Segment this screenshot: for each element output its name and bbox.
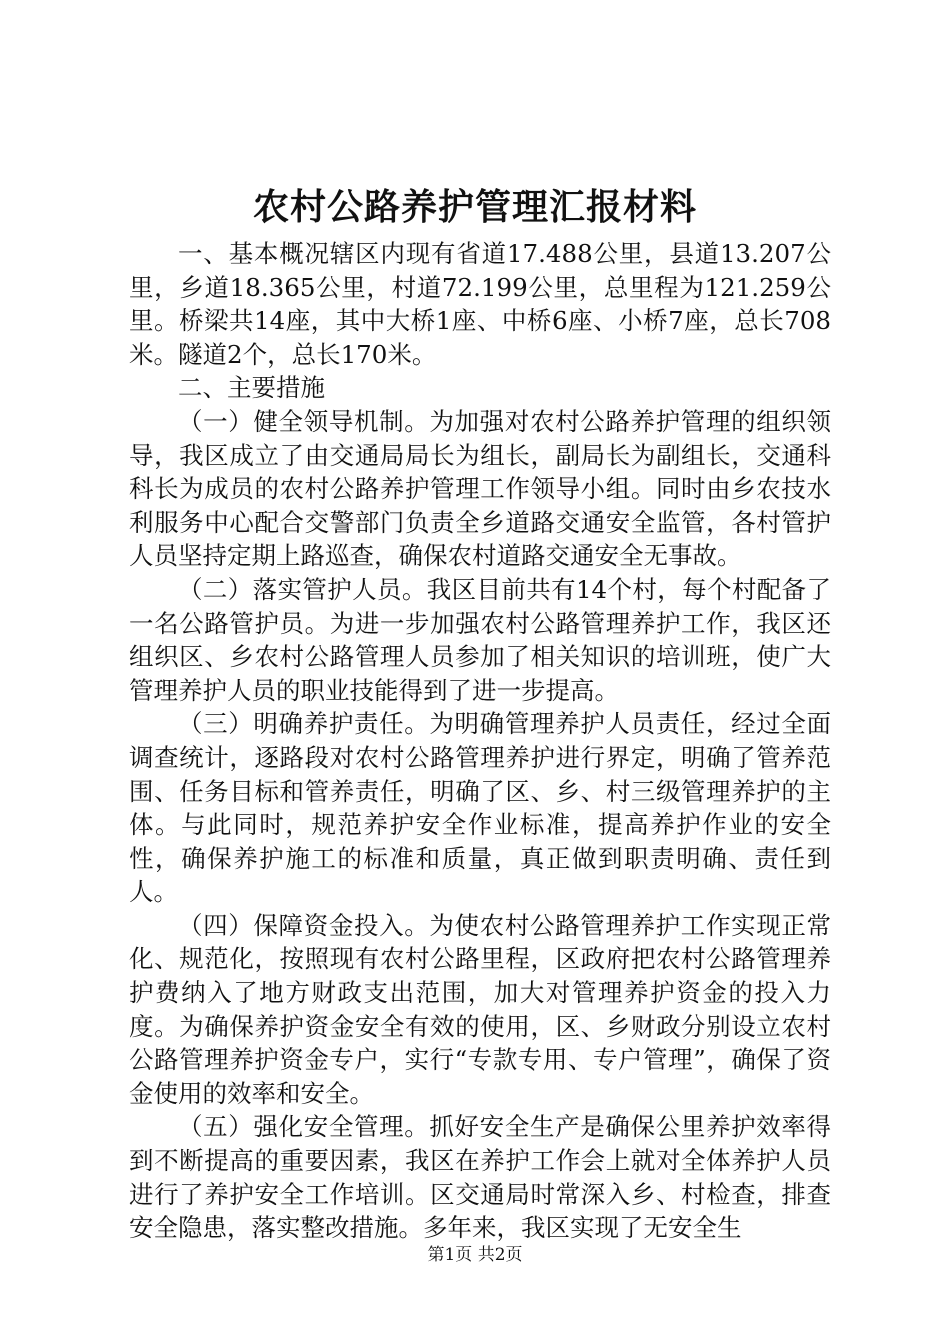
page-number-footer: 第1页 共2页 bbox=[427, 1245, 523, 1265]
paragraph-main-measures-heading: 二、主要措施 bbox=[178, 373, 325, 403]
paragraph-responsibility: （三）明确养护责任。为明确管理养护人员责任，经过全面调查统计，逐路段对农村公路管理养护进行界定，明确了管养范围、任务目标和管养责任，明确了区、乡、村三级管理养护的主体。与此同时，规范养护安全作业标准，提高养护作业的安全性，确保养护施工的标准和质量，真正做到职责明确、责任到人。 bbox=[129, 709, 831, 907]
paragraph-funding: （四）保障资金投入。为使农村公路管理养护工作实现正常化、规范化，按照现有农村公路里程，区政府把农村公路管理养护费纳入了地方财政支出范围，加大对管理养护资金的投入力度。为确保养护资金安全有效的使用，区、乡财政分别设立农村公路管理养护资金专户，实行“专款专用、专户管理”，确保了资金使用的效率和安全。 bbox=[129, 910, 831, 1108]
document-title: 农村公路养护管理汇报材料 bbox=[252, 186, 697, 228]
paragraph-safety: （五）强化安全管理。抓好安全生产是确保公里养护效率得到不断提高的重要因素，我区在养护工作会上就对全体养护人员进行了养护安全工作培训。区交通局时常深入乡、村检查，排查安全隐患，落实整改措施。多年来，我区实现了无安全生 bbox=[129, 1112, 831, 1243]
paragraph-basic-overview: 一、基本概况辖区内现有省道17.488公里，县道13.207公里，乡道18.365公里，村道72.199公里，总里程为121.259公里。桥梁共14座，其中大桥1座、中桥6座、小桥7座，总长708米。隧道2个，总长170米。 bbox=[129, 239, 831, 369]
document-body bbox=[129, 237, 831, 1245]
paragraph-personnel: （二）落实管护人员。我区目前共有14个村，每个村配备了一名公路管护员。为进一步加强农村公路管理养护工作，我区还组织区、乡农村公路管理人员参加了相关知识的培训班，使广大管理养护人员的职业技能得到了进一步提高。 bbox=[129, 574, 831, 705]
paragraph-leadership: （一）健全领导机制。为加强对农村公路养护管理的组织领导，我区成立了由交通局局长为组长，副局长为副组长，交通科科长为成员的农村公路养护管理工作领导小组。同时由乡农技水利服务中心配合交警部门负责全乡道路交通安全监管，各村管护人员坚持定期上路巡查，确保农村道路交通安全无事故。 bbox=[129, 406, 831, 571]
